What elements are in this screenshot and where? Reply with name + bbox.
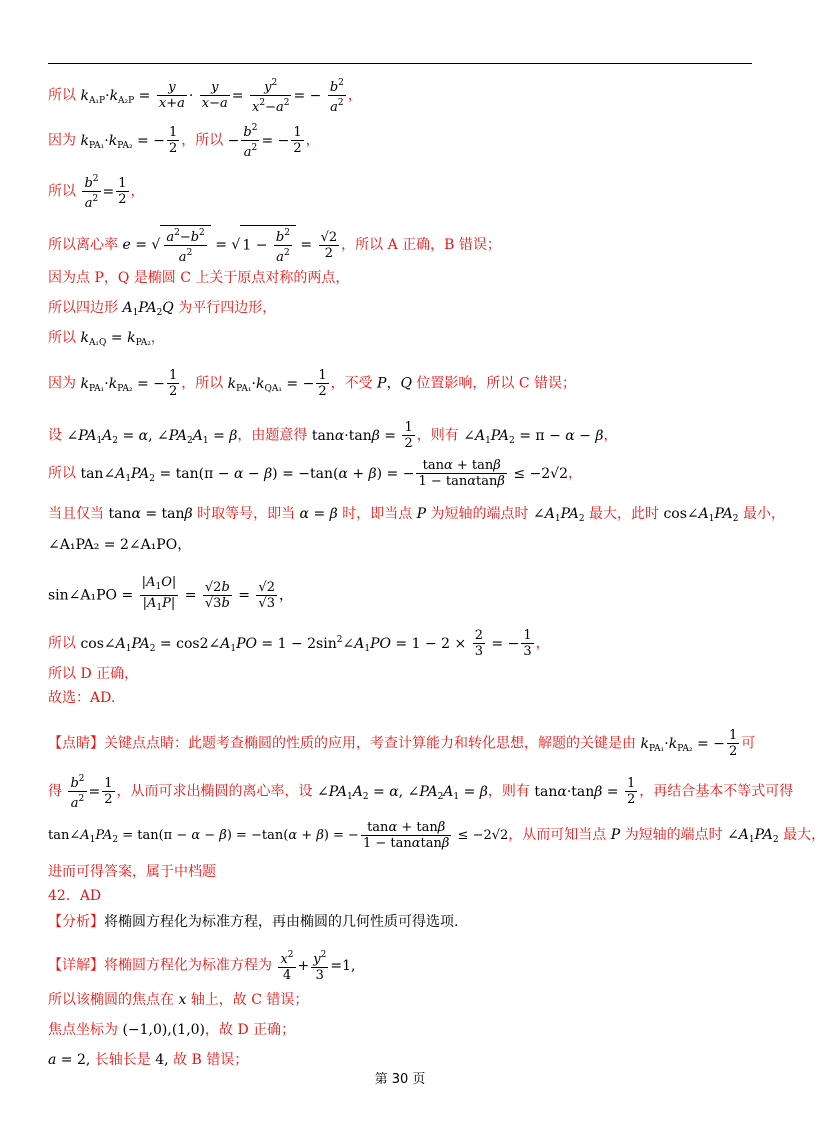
line-2: 因为 $k_{PA_1}\cdot k_{PA_2}$ = − $\frac{1}{2}$ ，所以 − $\frac{b^2}{a^2}$ = − $\frac{1}{2}$ ， bbox=[48, 123, 320, 160]
line-13: sin∠A₁PO = $\frac{|A_1O|}{|A_1P|}$ = $\frac{√2b}{√3b}$ = $\frac{√2}{√3}$ ， bbox=[48, 575, 293, 613]
header-rule bbox=[48, 63, 752, 64]
line-18: 得 $\frac{b^2}{a^2}$ = $\frac{1}{2}$ ，从而可求出椭圆的离心率，设 $\angle PA_1A_2 = \alpha$, $\angle PA_2A_1 = \beta$，则有 tanα·tanβ = $\frac{1}{2}$ ，再结合基本不等式可得 bbox=[48, 774, 794, 811]
line-3: 所以 $\frac{b^2}{a^2}$ = $\frac{1}{2}$ ， bbox=[48, 174, 145, 211]
line-4: 所以离心率 e = √ $\frac{a^2-b^2}{a^2}$ = √ 1 − $\frac{b^2}{a^2}$ = $\frac{√2}{2}$ ，所以 A 正确，B 错误； bbox=[48, 225, 501, 265]
line-9: 设 $\angle PA_1A_2 = \alpha$, $\angle PA_2A_1 = \beta$，由题意得 tanα·tanβ = $\frac{1}{2}$ ，则有 $\angle A_1PA_2 = \pi - \alpha - \beta$， bbox=[48, 420, 618, 451]
slope-product-formula: $k_{A_1P}\cdot k_{A_2P}$ = $\frac{y}{x+a}$ · $\frac{y}{x-a}$ = $\frac{y^2}{x^2-a^2}$ = − $\frac{b^2}{a^2}$ bbox=[80, 78, 344, 115]
line-17: 【点睛】关键点点睛：此题考查椭圆的性质的应用，考查计算能力和转化思想，解题的关键是由 $k_{PA_1}\cdot k_{PA_2}$ = − $\frac{1}{2}$ 可 bbox=[48, 728, 756, 759]
line-22: 【分析】将椭圆方程化为标准方程，再由椭圆的几何性质可得选项. bbox=[48, 914, 459, 930]
line-15: 所以 D 正确， bbox=[48, 666, 139, 682]
line-6: 所以四边形 $A_1PA_2Q$ 为平行四边形， bbox=[48, 300, 277, 318]
line-20: 进而可得答案，属于中档题 bbox=[48, 864, 216, 880]
line-7: 所以 $k_{A_1Q} = k_{PA_2}$， bbox=[48, 330, 165, 348]
line-10: 所以 $\tan\angle A_1PA_2 = \tan(\pi - \alpha - \beta) = -\tan(\alpha + \beta)$ = − $\frac{\tan\alpha + \tan\beta}{1 - \tan\alpha\tan\beta}$ ≤ −2√2， bbox=[48, 458, 583, 489]
line-16: 故选：AD. bbox=[48, 690, 116, 706]
line-8: 因为 $k_{PA_1}\cdot k_{PA_2}$ = − $\frac{1}{2}$ ，所以 $k_{PA_1}\cdot k_{QA_1}$ = − $\frac{1}{2}$ ，不受 P，Q 位置影响，所以 C 错误； bbox=[48, 368, 577, 399]
line-23: 【详解】将椭圆方程化为标准方程为 $\frac{x^2}{4}$ + $\frac{y^2}{3}$ =1, bbox=[48, 950, 356, 983]
line-14: 所以 $\cos\angle A_1PA_2$ = $\cos 2\angle A_1PO = 1$ − $2\sin^2\angle A_1PO = 1 - 2$ × $\frac{2}{3}$ = − $\frac{1}{3}$ ， bbox=[48, 628, 550, 659]
line-26: a = 2, 长轴长是 4, 故 B 错误； bbox=[48, 1052, 249, 1068]
line-12: ∠A₁PA₂ = 2∠A₁PO， bbox=[48, 537, 192, 553]
detail-tag: 【详解】 bbox=[48, 957, 104, 974]
line-25: 焦点坐标为 (−1,0),(1,0)，故 D 正确； bbox=[48, 1022, 296, 1038]
tip-tag: 【点睛】 bbox=[48, 735, 104, 752]
line-24: 所以该椭圆的焦点在 x 轴上，故 C 错误； bbox=[48, 992, 309, 1008]
line-1: 所以 $k_{A_1P}\cdot k_{A_2P}$ = $\frac{y}{x+a}$ · $\frac{y}{x-a}$ = $\frac{y^2}{x^2-a^2}$ = − $\frac{b^2}{a^2}$ ， bbox=[48, 78, 362, 115]
analysis-tag: 【分析】 bbox=[48, 914, 104, 930]
question-42-answer: 42．AD bbox=[48, 888, 102, 904]
line-11: 当且仅当 tanα = tanβ 时取等号，即当 α = β 时，即当点 P 为短轴的端点时 $\angle A_1PA_2$ 最大，此时 $\cos\angle A_1PA_2$ 最小， bbox=[48, 506, 785, 524]
page-number: 第 30 页 bbox=[374, 1072, 426, 1087]
line-5: 因为点 P，Q 是椭圆 C 上关于原点对称的两点， bbox=[48, 270, 350, 286]
line-19: $\tan\angle A_1PA_2 = \tan(\pi - \alpha - \beta) = -\tan(\alpha + \beta)$ = − $\frac{\tan\alpha + \tan\beta}{1 - \tan\alpha\tan\beta}$ ≤ −2√2，从而可知当点 P 为短轴的端点时 $\angle A_1PA_2$ 最大， bbox=[48, 820, 825, 851]
